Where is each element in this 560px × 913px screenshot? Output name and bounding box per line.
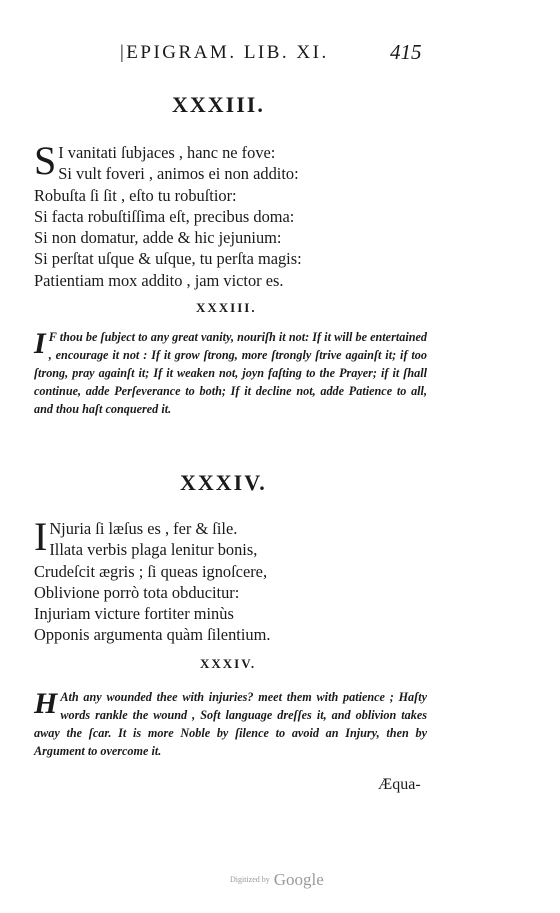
epigram-33-english-heading: XXXIII. [196,300,257,315]
epigram-33-heading: XXXIII. [172,92,265,117]
epigram-34-english-dropcap: H [34,687,58,720]
catchword: Æqua- [378,776,421,793]
epigram-33-english-dropcap: I [34,327,46,360]
verse-line: Injuriam victure fortiter minùs [34,604,234,624]
english-translation: F thou be ſubject to any great vanity, nouriſh it not: If it will be entertained , encourage it not : If it grow ſtrong, more ſtrongly ſtrive againſt it; if too ſtrong, pray againſt it; If it weaken not, joyn faſting to the Prayer; if it ſhall continue, adde Perſeverance to both; If it decline not, adde Patience to all, and thou haſt conquered it. [34,330,427,416]
verse-line: Opponis argumenta quàm ſilentium. [34,625,271,645]
watermark-logo: Google [273,870,324,889]
epigram-33-latin [34,138,302,291]
epigram-34-latin [34,514,271,646]
watermark-prefix: Digitized by [230,875,270,884]
running-title: |EPIGRAM. LIB. XI. [120,42,329,63]
verse-line: Robuſta ſi ſit , eſto tu robuſtior: [34,185,237,205]
epigram-33-english [34,328,427,418]
epigram-34-dropcap: I [34,514,48,559]
verse-line: Si non domatur, adde & hic jejunium: [34,228,282,248]
verse-line: I vanitati ſubjaces , hanc ne fove: [58,143,276,162]
verse-line: Illata verbis plaga lenitur bonis, [49,540,258,560]
verse-line: Njuria ſi læſus es , fer & ſile. [49,519,238,538]
page-number: 415 [390,40,422,64]
english-translation: Ath any wounded thee with injuries? meet them with patience ; Haſty words rankle the wound , Soft language dreſſes it, and oblivion takes away the ſcar. It is more Noble by ſilence to avoid an Injury, then by Argument to overcome it. [34,690,427,758]
verse-line: Si facta robuſtiſſima eſt, precibus doma: [34,206,295,226]
epigram-34-english-heading: XXXIV. [200,656,257,671]
digitization-watermark [230,870,324,890]
verse-line: Crudeſcit ægris ; ſi queas ignoſcere, [34,561,268,581]
epigram-34-heading: XXXIV. [180,470,267,495]
verse-line: Patientiam mox addito , jam victor es. [34,270,284,290]
verse-line: Si vult foveri , animos ei non addito: [58,164,299,184]
epigram-33-dropcap: S [34,138,57,183]
verse-line: Oblivione porrò tota obducitur: [34,582,240,602]
epigram-34-english [34,688,427,760]
verse-line: Si perſtat uſque & uſque, tu perſta magis: [34,249,302,269]
